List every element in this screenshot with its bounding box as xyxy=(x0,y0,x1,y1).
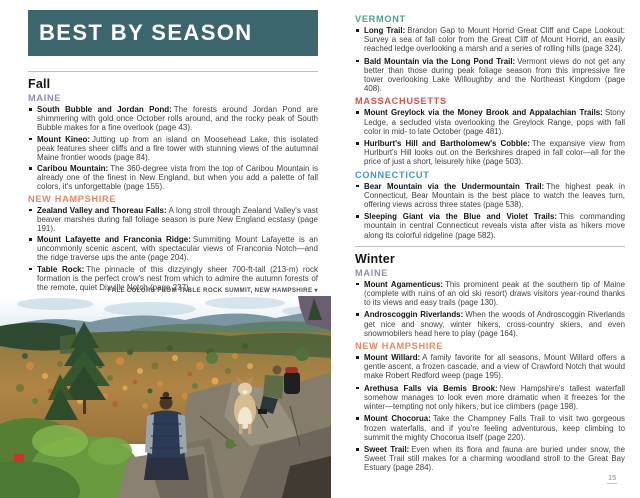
trail-item xyxy=(28,164,318,191)
photo-illustration xyxy=(0,296,331,498)
trail-name: Hurlburt's Hill and Bartholomew's Cobble: xyxy=(364,139,530,149)
trail-item xyxy=(355,445,625,473)
trail-item xyxy=(28,206,318,233)
trail-desc: This prominent peak at the southern tip of Maine (complete with ruins of an old ski resort) draws visitors year-round thanks to its views and easy trails (page 130). xyxy=(364,279,625,308)
trail-item xyxy=(355,57,625,94)
trail-desc: Vermont views do not get any better than those during peak foliage season from this impressive fire tower overlooking Lake Willoughby and the Northeast Kingdom (page 408). xyxy=(364,56,626,94)
trail-desc: A long stroll through Zealand Valley's vast beaver marshes during fall foliage season is pure New England ecstasy (page 191). xyxy=(37,205,319,233)
state-heading-connecticut: CONNECTICUT xyxy=(355,169,430,180)
trail-item xyxy=(355,139,625,167)
trail-desc: Brandon Gap to Mount Horrid Great Cliff and Cape Lookout: Survey a sea of fall color from the Great Cliff of Mount Horrid, an easily reached ledge overlooking a marsh and a series of rolling hills (page 324). xyxy=(364,26,625,54)
trail-desc: Stony Ledge, a secluded vista overlooking the Greylock Range, pops with fall color in mid- to late October (page 481). xyxy=(364,108,625,136)
bullet-square-icon xyxy=(356,387,359,390)
bullet-square-icon xyxy=(29,209,32,212)
trail-desc: This commanding mountain in central Connecticut reveals vista after vista as hikers move along its colorful ridgeline (page 582). xyxy=(364,212,625,240)
state-heading-new-hampshire-winter: NEW HAMPSHIRE xyxy=(355,341,444,352)
state-heading-massachusetts: MASSACHUSETTS xyxy=(355,96,447,107)
right-column xyxy=(355,14,625,476)
section-winter-maine xyxy=(355,268,625,338)
bullet-square-icon xyxy=(356,185,359,188)
trail-item xyxy=(355,26,625,54)
section-winter-new-hampshire xyxy=(355,341,625,472)
trail-item xyxy=(355,353,625,381)
trail-name: Sweet Trail: xyxy=(364,444,410,454)
trail-item xyxy=(28,105,318,132)
page-title: BEST BY SEASON xyxy=(39,20,253,45)
trail-name: Mount Kineo: xyxy=(37,134,91,144)
trail-desc: Summiting Mount Lafayette is an uncommonly scenic ascent, with spectacular views of Franconia Notch—and the ridge traverse ups the ante (page 204). xyxy=(37,235,318,262)
trail-desc: The pinnacle of this dizzyingly sheer 700-ft-tall (213-m) rock formation is the perfect crow's nest from which to admire the autumn forests of the remote, quiet Dixville Notch (page 237). xyxy=(37,264,318,292)
bullet-square-icon xyxy=(356,29,359,32)
fall-summit-photo xyxy=(0,296,331,498)
trail-name: Mount Lafayette and Franconia Ridge: xyxy=(37,235,191,244)
trail-name: Bald Mountain via the Long Pond Trail: xyxy=(364,56,516,66)
trail-name: South Bubble and Jordan Pond: xyxy=(37,105,172,114)
bullet-square-icon xyxy=(356,215,359,218)
divider xyxy=(28,71,318,72)
state-heading-vermont: VERMONT xyxy=(355,14,406,24)
bullet-square-icon xyxy=(356,448,359,451)
state-heading-maine-winter: MAINE xyxy=(355,267,389,278)
trail-desc: Jutting up from an island on Moosehead Lake, this isolated peak features sheer cliffs and a fire tower with stunning views of the autumnal Maine frontier woods (page 84). xyxy=(37,134,318,162)
bullet-square-icon xyxy=(29,138,32,141)
trail-name: Caribou Mountain: xyxy=(37,164,109,173)
photo-caption: FALL COLORS FROM TABLE ROCK SUMMIT, NEW HAMPSHIRE ▾ xyxy=(107,287,318,294)
section-fall-vermont xyxy=(355,14,625,93)
trail-item xyxy=(355,310,625,338)
bullet-square-icon xyxy=(356,60,359,63)
season-heading-fall: Fall xyxy=(28,77,51,91)
trail-name: Arethusa Falls via Bemis Brook: xyxy=(364,383,498,393)
bullet-square-icon xyxy=(356,142,359,145)
trail-desc: The forests around Jordan Pond are shimmering with gold once October rolls around, and the rocky peak of South Bubble makes for a fine overlook (page 43). xyxy=(37,105,318,132)
bullet-square-icon xyxy=(356,283,359,286)
trail-desc: New Hampshire's tallest waterfall somehow manages to look even more dramatic when it freezes for the winter—tempting not only hikers, but ice climbers (page 198). xyxy=(364,383,625,412)
state-heading-new-hampshire: NEW HAMPSHIRE xyxy=(28,193,117,204)
season-heading-winter: Winter xyxy=(355,251,395,266)
page-title-band xyxy=(28,10,318,56)
section-fall-maine xyxy=(28,93,318,191)
state-heading-maine: MAINE xyxy=(28,93,62,103)
trail-name: Long Trail: xyxy=(364,26,406,35)
trail-name: Mount Greylock via the Money Brook and Appalachian Trails: xyxy=(364,108,603,118)
bullet-square-icon xyxy=(356,356,359,359)
trail-item xyxy=(355,384,625,412)
trail-name: Sleeping Giant via the Blue and Violet Trails: xyxy=(364,212,557,222)
divider xyxy=(355,246,625,247)
bullet-square-icon xyxy=(356,111,359,114)
section-fall-new-hampshire xyxy=(28,194,318,292)
trail-desc: The 360-degree vista from the top of Caribou Mountain is already one of the finest in New England, but when you add a palette of fall colors, it's unforgettable (page 155). xyxy=(37,164,319,191)
bullet-square-icon xyxy=(29,268,32,271)
trail-name: Table Rock: xyxy=(37,264,85,274)
section-fall-massachusetts xyxy=(355,96,625,166)
trail-desc: A family favorite for all seasons, Mount Willard offers a gentle ascent, a frozen cascade, and a view of Crawford Notch that would make Robert Redford weep (page 195). xyxy=(364,353,625,381)
trail-item xyxy=(355,108,625,136)
bullet-square-icon xyxy=(29,238,32,241)
bullet-square-icon xyxy=(356,417,359,420)
trail-item xyxy=(355,414,625,442)
section-fall-connecticut xyxy=(355,170,625,240)
bullet-square-icon xyxy=(29,167,32,170)
trail-item xyxy=(355,182,625,210)
trail-name: Zealand Valley and Thoreau Falls: xyxy=(37,205,167,215)
trail-desc: When the woods of Androscoggin Riverlands get nice and snowy, winter hikers, cross-country skiers, and even snowmobilers head here to play (page 164). xyxy=(364,310,625,338)
left-column xyxy=(28,10,318,294)
trail-name: Mount Agamenticus: xyxy=(364,279,444,289)
trail-item xyxy=(28,235,318,262)
trail-item xyxy=(28,135,318,162)
trail-name: Mount Chocorua: xyxy=(364,414,431,424)
trail-desc: Take the Champney Falls Trail to visit two gorgeous frozen waterfalls, and if you're feeling adventurous, keep climbing to summit the mighty Chocorua itself (page 220). xyxy=(364,414,625,442)
trail-item xyxy=(355,212,625,240)
trail-desc: The highest peak in Connecticut, Bear Mountain is the best place to watch the leaves turn, offering views across three states (page 538). xyxy=(364,181,625,210)
trail-item xyxy=(355,280,625,308)
page-number: 15 xyxy=(608,473,617,482)
trail-name: Mount Willard: xyxy=(364,353,421,363)
trail-desc: Even when its flora and fauna are buried under snow, the Sweet Trail still makes for a charming woodland stroll to the Great Bay Estuary (page 284). xyxy=(364,444,626,473)
trail-name: Bear Mountain via the Undermountain Trail: xyxy=(364,181,545,191)
trail-desc: The expansive view from Hurlburt's Hill looks out on the Berkshires draped in fall color—all for the price of just a short, leisurely hike (page 503). xyxy=(364,139,625,167)
bullet-square-icon xyxy=(356,313,359,316)
trail-name: Androscoggin Riverlands: xyxy=(364,310,464,320)
bullet-square-icon xyxy=(29,108,32,111)
